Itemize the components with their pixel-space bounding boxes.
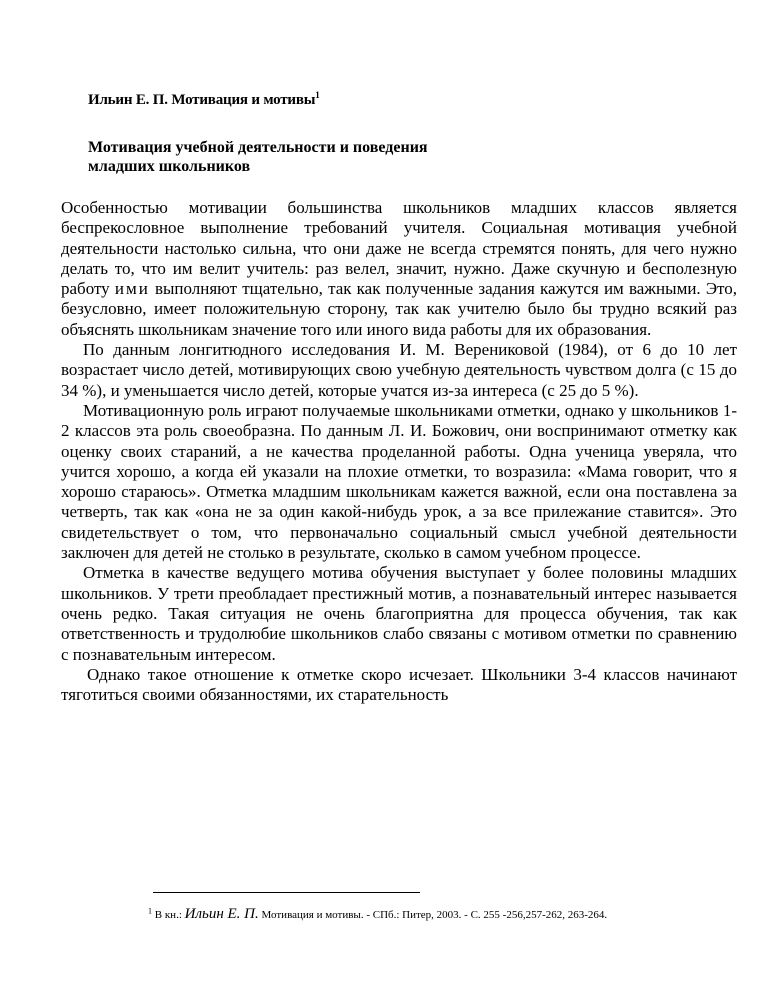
- paragraph-1-text-b: выполняют тщательно, так как полученные задания кажутся им важными. Это, безусловно, имеет положительную сторону, так как учителю было бы трудно всякий раз объяснять школьникам значение того или иного вида работы для их образования.: [61, 279, 737, 339]
- paragraph-1-text-a: Особенностью мотивации большинства школьников младших классов является беспрекословное выполнение требований учителя. Социальная мотивация учебной деятельности настолько сильна, что они даже не всегда стремятся понять, для чего нужно делать то, что им велит учитель: раз велел, значит, нужно. Даже скучную и бесполезную работу: [61, 198, 737, 299]
- footnote-author: Ильин Е. П.: [184, 906, 259, 922]
- paragraph-1-spaced-word: ими: [114, 279, 150, 299]
- section-heading-line-2: младших школьников: [88, 158, 251, 175]
- footnote-divider: [153, 892, 420, 893]
- title-footnote-mark: 1: [315, 90, 320, 100]
- footnote-mark: 1: [148, 906, 152, 916]
- section-heading-line-1: Мотивация учебной деятельности и поведения: [88, 139, 428, 156]
- title-text: Ильин Е. П. Мотивация и мотивы: [88, 92, 316, 108]
- paragraph-2: По данным лонгитюдного исследования И. М. Верениковой (1984), от 6 до 10 лет возрастает число детей, мотивирующих свою учебную деятельность чувством долга (с 15 до 34 %), и уменьшается число детей, которые учатся из-за интереса (с 25 до 5 %).: [61, 340, 737, 400]
- paragraph-5: Однако такое отношение к отметке скоро исчезает. Школьники 3-4 классов начинают тяготиться своими обязанностями, их старательность: [61, 664, 737, 705]
- paragraph-3: Мотивационную роль играют получаемые школьниками отметки, однако у школьников 1-2 классов эта роль своеобразна. По данным Л. И. Божович, они воспринимают отметку как оценку своих стараний, а не качества проделанной работы. Одна ученица уверяла, что учится хорошо, а когда ей указали на плохие отметки, то возразила: «Мама говорит, что я хорошо стараюсь». Отметка младшим школьникам кажется важной, если она поставлена за четверть, так как «она не за один какой-нибудь урок, а за все прилежание ставится». Это свидетельствует о том, что первоначально социальный смысл учебной деятельности заключен для детей не столько в результате, сколько в самом учебном процессе.: [61, 400, 737, 563]
- document-title: [88, 92, 320, 109]
- footnote-prefix: В кн.:: [154, 909, 182, 921]
- footnote-source: Мотивация и мотивы. - СПб.: Питер, 2003. - С. 255 -256,257-262, 263-264.: [261, 909, 608, 921]
- paragraph-4: Отметка в качестве ведущего мотива обучения выступает у более половины младших школьников. У трети преобладает престижный мотив, а познавательный интерес называется очень редко. Такая ситуация не очень благоприятна для процесса обучения, так как ответственность и трудолюбие школьников слабо связаны с мотивом отметки по сравнению с познавательным интересом.: [61, 563, 737, 664]
- paragraph-1: [61, 198, 737, 340]
- footnote: [148, 906, 748, 923]
- section-heading: [88, 138, 648, 176]
- body-text: [61, 198, 737, 705]
